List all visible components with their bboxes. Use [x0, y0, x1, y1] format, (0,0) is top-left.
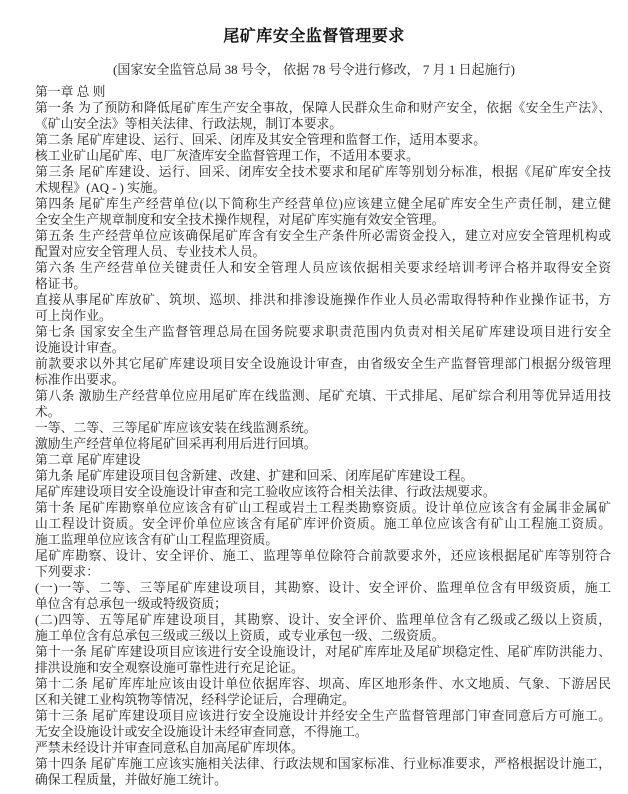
- text-line: 设施设计审查。: [35, 341, 125, 355]
- text-line: 第十一条 尾矿库建设项目应该进行安全设施设计，对尾矿库库址及尾矿坝稳定性、尾矿库防洪能力、: [35, 645, 611, 659]
- text-line: 无安全设施设计或安全设施设计未经审查同意，不得施工。: [35, 725, 368, 739]
- text-line: 第一章 总 则: [35, 85, 106, 99]
- text-line: 第七条 国家安全生产监督管理总局在国务院要求职责范围内负责对相关尾矿库建设项目进行安全: [35, 325, 611, 339]
- text-line: 第十四条 尾矿库施工应该实施相关法律、行政法规和国家标准、行业标准要求，严格根据设计施工，: [35, 757, 611, 771]
- text-line: 配置对应安全管理人员、专业技术人员。: [35, 245, 266, 259]
- text-line: (一)一等、二等、三等尾矿库建设项目，其勘察、设计、安全评价、监理单位含有甲级资质，施工: [35, 581, 611, 595]
- document-subtitle: (国家安全监管总局 38 号令， 依据 78 号令进行修改， 7 月 1 日起施行): [113, 62, 515, 77]
- text-line: 尾矿库建设项目安全设施设计审查和完工验收应该符合相关法律、行政法规要求。: [35, 485, 496, 499]
- text-line: 第二章 尾矿库建设: [35, 453, 141, 467]
- document-title: 尾矿库安全监督管理要求: [223, 28, 405, 45]
- text-line: 第八条 激励生产经营单位应用尾矿库在线监测、尾矿充填、干式排尾、尾矿综合利用等优异适用技: [35, 389, 611, 403]
- text-line: 第五条 生产经营单位应该确保尾矿库含有安全生产条件所必需资金投入，建立对应安全管理机构或: [35, 229, 611, 243]
- document-body: [35, 84, 611, 788]
- text-line: 术。: [35, 405, 61, 419]
- text-line: 直接从事尾矿库放矿、筑坝、巡坝、排洪和排渗设施操作作业人员必需取得特种作业操作证书，方: [35, 293, 611, 307]
- text-line: 术规程》(AQ - ) 实施。: [35, 181, 166, 195]
- text-line: 全安全生产规章制度和安全技术操作规程，对尾矿库实施有效安全管理。: [35, 213, 445, 227]
- text-line: 区和关键工业构筑物等情况，经科学论证后，合理确定。: [35, 693, 355, 707]
- text-line: 第四条 尾矿库生产经营单位(以下简称生产经营单位)应该建立健全尾矿库安全生产责任制，建立健: [35, 197, 611, 211]
- text-line: 第二条 尾矿库建设、运行、回采、闭库及其安全管理和监督工作，适用本要求。: [35, 133, 487, 147]
- text-line: 第一条 为了预防和降低尾矿库生产安全事故，保障人民群众生命和财产安全，依据《安全生产法》、: [35, 101, 611, 115]
- text-line: 格证书。: [35, 277, 87, 291]
- text-line: 第三条 尾矿库建设、运行、回采、闭库安全技术要求和尾矿库等别划分标准，根据《尾矿库安全技: [35, 165, 611, 179]
- text-line: 激励生产经营单位将尾矿回采再利用后进行回填。: [35, 437, 317, 451]
- text-line: 施工监理单位应该含有矿山工程监理资质。: [35, 533, 279, 547]
- text-line: 标准作出要求。: [35, 373, 125, 387]
- text-line: 《矿山安全法》等相关法律、行政法规，制订本要求。: [35, 117, 343, 131]
- text-line: 确保工程质量，并做好施工统计。: [35, 773, 227, 787]
- text-line: 第十三条 尾矿库建设项目应该进行安全设施设计并经安全生产监督管理部门审查同意后方可施工。: [35, 709, 611, 723]
- text-line: 单位含有总承包一级或特级资质；: [35, 597, 227, 611]
- text-line: 第六条 生产经营单位关键责任人和安全管理人员应该依据相关要求经培训考评合格并取得安全资: [35, 261, 611, 275]
- text-line: 严禁未经设计并审查同意私自加高尾矿库坝体。: [35, 741, 304, 755]
- text-line: 可上岗作业。: [35, 309, 112, 323]
- text-line: 第十二条 尾矿库库址应该由设计单位依据库容、坝高、库区地形条件、水文地质、气象、下游居民: [35, 677, 611, 691]
- text-line: (二)四等、五等尾矿库建设项目，其勘察、设计、安全评价、监理单位含有乙级或乙级以上资质，: [35, 613, 611, 627]
- text-line: 第九条 尾矿库建设项目包含新建、改建、扩建和回采、闭库尾矿库建设工程。: [35, 469, 474, 483]
- text-line: 下列要求：: [35, 565, 99, 579]
- text-line: 排洪设施和安全观察设施可靠性进行充足论证。: [35, 661, 304, 675]
- text-line: 一等、二等、三等尾矿库应该安装在线监测系统。: [35, 421, 317, 435]
- text-line: 前款要求以外其它尾矿库建设项目安全设施设计审查，由省级安全生产监督管理部门根据分级管理: [35, 357, 611, 371]
- text-line: 尾矿库勘察、设计、安全评价、施工、监理等单位除符合前款要求外，还应该根据尾矿库等别符合: [35, 549, 611, 563]
- text-line: 第十条 尾矿库勘察单位应该含有矿山工程或岩土工程类勘察资质。设计单位应该含有金属非金属矿: [35, 501, 611, 515]
- text-line: 核工业矿山尾矿库、电厂灰渣库安全监督管理工作，不适用本要求。: [35, 149, 419, 163]
- text-line: 山工程设计资质。安全评价单位应该含有尾矿库评价资质。施工单位应该含有矿山工程施工资质。: [35, 517, 611, 531]
- text-line: 施工单位含有总承包三级或三级以上资质，或专业承包一级、二级资质。: [35, 629, 445, 643]
